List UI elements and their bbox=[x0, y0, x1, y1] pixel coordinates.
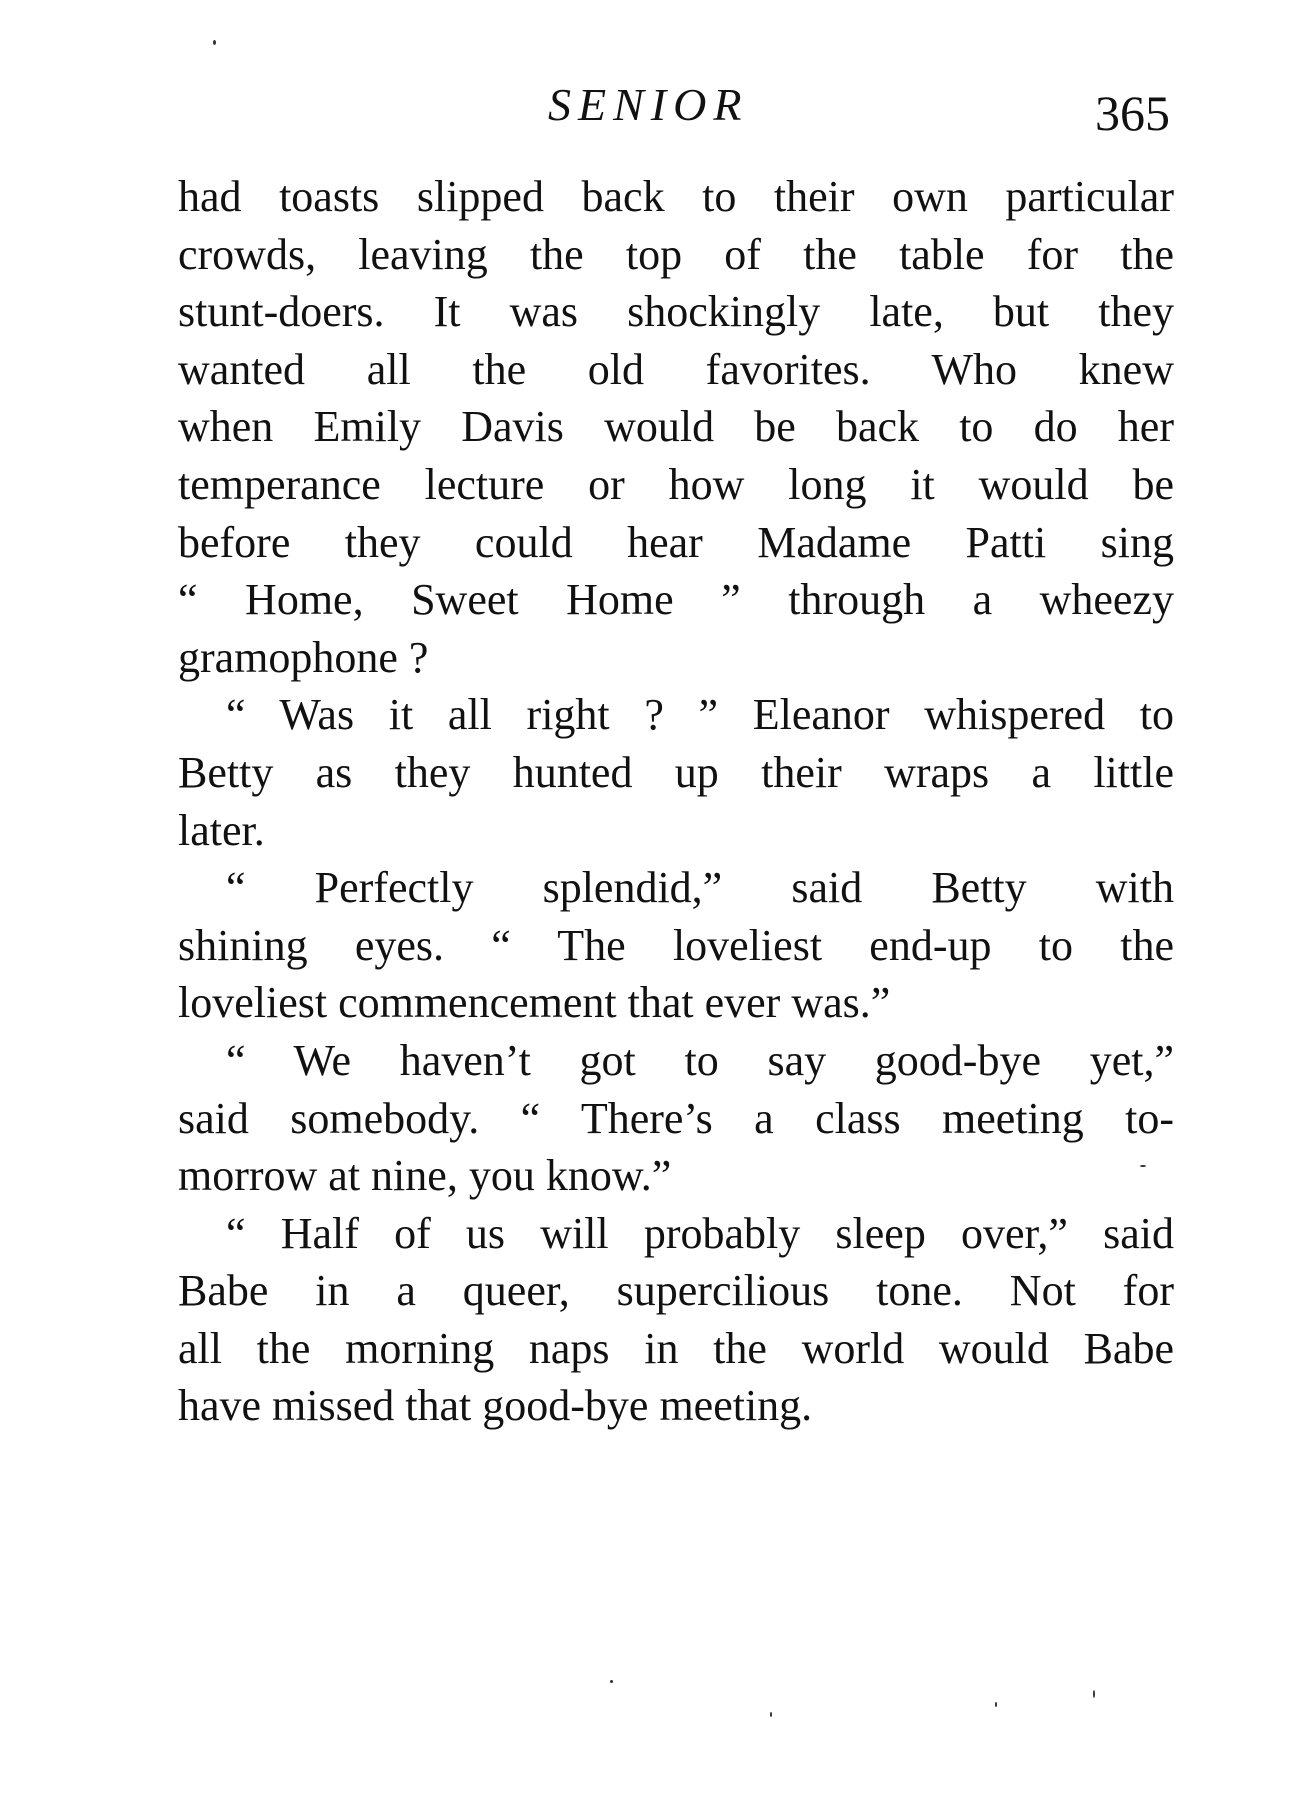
text-line: gramophone ? bbox=[178, 632, 429, 682]
text-line: wanted all the old favorites. Who knew bbox=[178, 344, 1174, 394]
text-line: said somebody. “ There’s a class meeting to- bbox=[178, 1093, 1174, 1143]
scan-speck bbox=[213, 40, 216, 45]
text-line: temperance lecture or how long it would be bbox=[178, 459, 1174, 509]
page-number: 365 bbox=[1095, 85, 1170, 141]
scan-speck bbox=[1140, 1165, 1146, 1167]
text-line: morrow at nine, you know.” bbox=[178, 1151, 672, 1201]
text-line: “ Home, Sweet Home ” through a wheezy bbox=[178, 575, 1174, 625]
text-line: when Emily Davis would be back to do her bbox=[178, 402, 1174, 452]
text-line: have missed that good-bye meeting. bbox=[178, 1381, 813, 1431]
text-line: shining eyes. “ The loveliest end-up to the bbox=[178, 920, 1174, 970]
text-line: had toasts slipped back to their own particular bbox=[178, 172, 1174, 221]
scan-speck bbox=[610, 1680, 613, 1683]
text-line: loveliest commencement that ever was.” bbox=[178, 978, 891, 1028]
scan-speck bbox=[1093, 1690, 1095, 1698]
text-line: stunt-doers. It was shockingly late, but they bbox=[178, 287, 1174, 337]
text-line: later. bbox=[178, 805, 265, 855]
text-line: “ Half of us will probably sleep over,” said bbox=[226, 1208, 1174, 1258]
text-line: Betty as they hunted up their wraps a little bbox=[178, 747, 1174, 797]
text-line: “ Perfectly splendid,” said Betty with bbox=[226, 863, 1174, 913]
text-line: crowds, leaving the top of the table for the bbox=[178, 229, 1174, 279]
text-line: all the morning naps in the world would Babe bbox=[178, 1323, 1174, 1373]
body-text bbox=[178, 168, 1174, 1435]
scan-speck bbox=[770, 1712, 772, 1717]
text-line: “ Was it all right ? ” Eleanor whispered to bbox=[226, 690, 1174, 740]
text-line: “ We haven’t got to say good-bye yet,” bbox=[226, 1035, 1174, 1085]
scan-speck bbox=[995, 1702, 997, 1707]
running-head-title: SENIOR bbox=[548, 79, 749, 130]
text-line: before they could hear Madame Patti sing bbox=[178, 517, 1174, 567]
text-line: Babe in a queer, supercilious tone. Not for bbox=[178, 1266, 1174, 1316]
running-head bbox=[178, 70, 1178, 140]
